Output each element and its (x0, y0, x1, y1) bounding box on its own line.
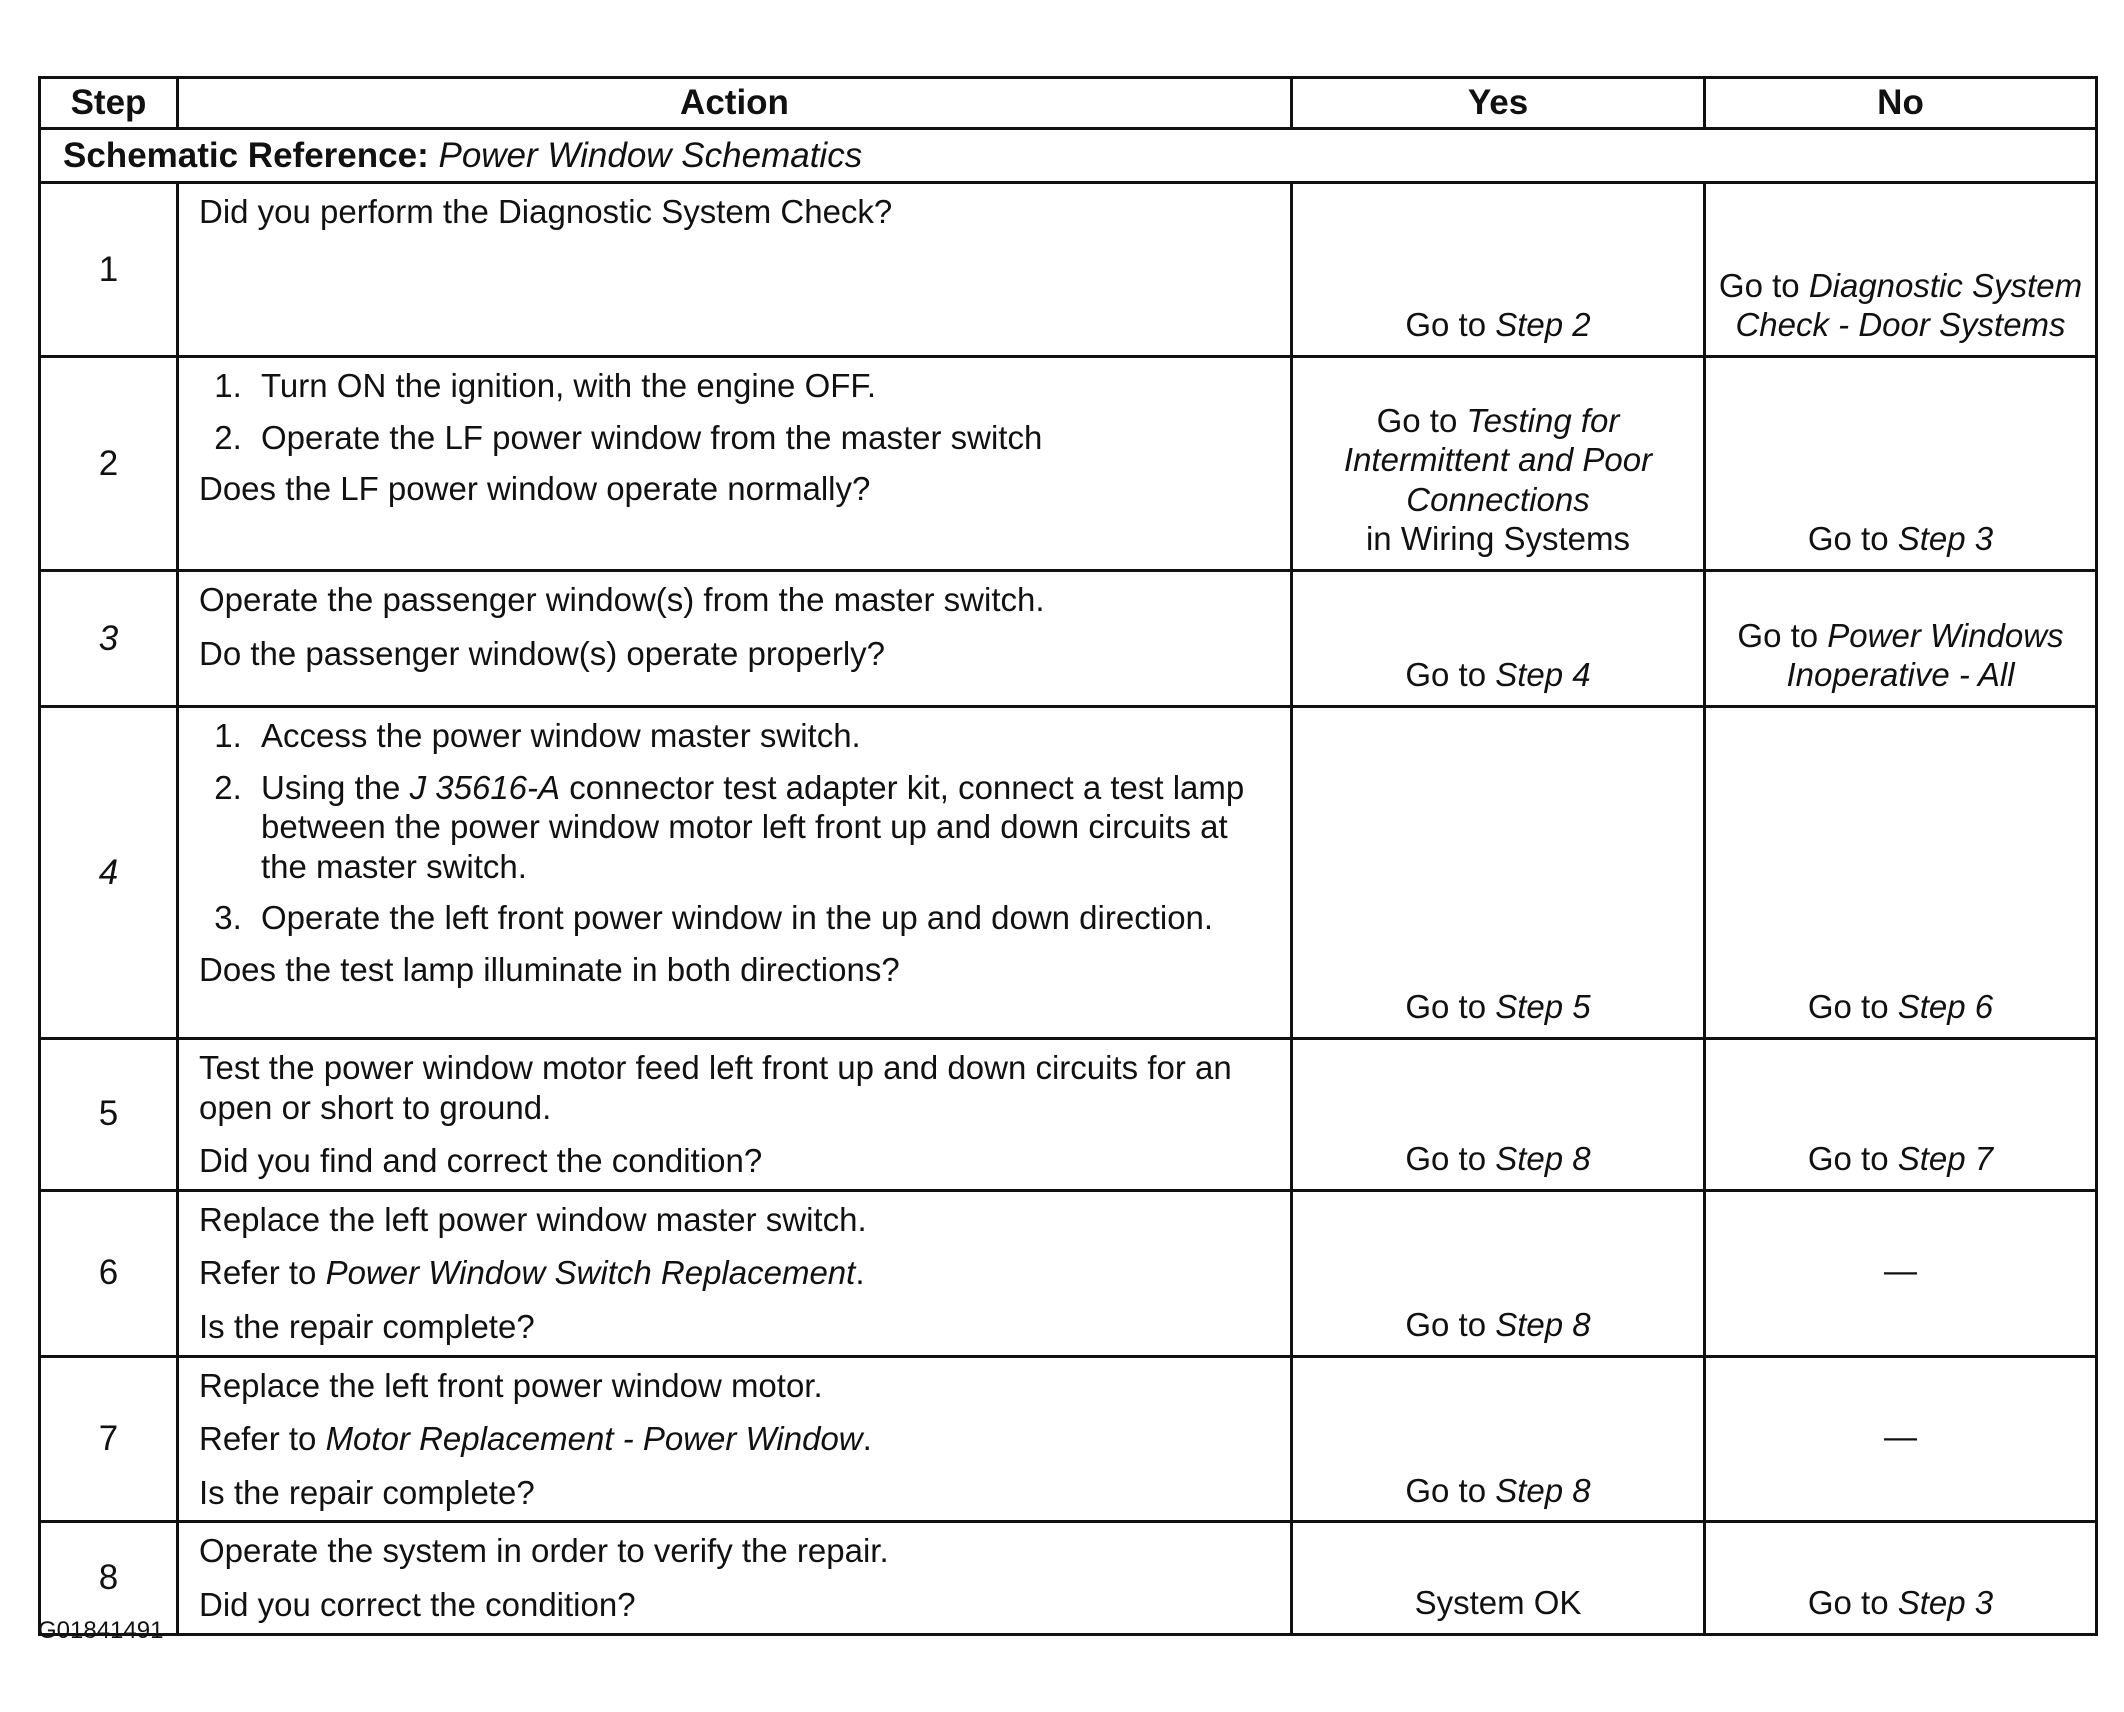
list-item-text: connector test adapter kit, connect a test lamp between the power window motor left front up and down circuits at the master switch. (261, 768, 1245, 885)
yes-link[interactable]: Step 8 (1495, 1140, 1591, 1178)
refer-end: . (862, 1420, 872, 1458)
action-question: Did you correct the condition? (199, 1585, 636, 1623)
header-yes: Yes (1292, 78, 1705, 129)
no-link[interactable]: Step 3 (1897, 1583, 1994, 1621)
step-number: 2 (40, 357, 178, 571)
refer-end: . (855, 1254, 865, 1292)
schematic-label: Schematic Reference: (63, 135, 429, 175)
schematic-reference: Power Window Schematics (438, 135, 863, 175)
action-question: Did you find and correct the condition? (199, 1142, 763, 1180)
refer-link[interactable]: Motor Replacement - Power Window (325, 1420, 863, 1458)
action-cell (178, 707, 1292, 1039)
action-cell (178, 1356, 1292, 1522)
yes-cell (1292, 357, 1705, 571)
list-item-text: Using the (261, 768, 401, 806)
step-number: 7 (40, 1356, 178, 1522)
table-row (40, 571, 2097, 707)
table-row (40, 707, 2097, 1039)
yes-prefix: Go to (1405, 656, 1487, 694)
schematic-row (40, 129, 2097, 183)
step-number: 3 (40, 571, 178, 707)
tool-reference: J 35616-A (409, 768, 561, 806)
yes-link[interactable]: Step 5 (1495, 988, 1591, 1026)
step-number: 5 (40, 1039, 178, 1191)
step-number: 6 (40, 1190, 178, 1356)
yes-link[interactable]: Step 8 (1495, 1471, 1591, 1509)
table-row (40, 357, 2097, 571)
header-no: No (1705, 78, 2097, 129)
action-text: Operate the passenger window(s) from the master switch. (199, 581, 1045, 618)
table-row (40, 183, 2097, 357)
action-list (199, 366, 1272, 457)
list-item: 3. Operate the left front power window in the up and down direction. (251, 898, 1272, 938)
no-link[interactable]: Diagnostic System Check - Door Systems (1735, 266, 2083, 344)
yes-suffix: in Wiring Systems (1365, 520, 1631, 558)
no-prefix: Go to (1807, 988, 1889, 1026)
yes-cell (1292, 1522, 1705, 1634)
action-question: Do the passenger window(s) operate properly? (199, 634, 886, 672)
list-item: 1. Turn ON the ignition, with the engine OFF. (251, 366, 1272, 406)
yes-cell (1292, 571, 1705, 707)
no-dash: — (1884, 1418, 1917, 1456)
yes-prefix: Go to (1405, 1305, 1487, 1343)
figure-id: G01841491 (38, 1617, 164, 1644)
no-cell (1705, 357, 2097, 571)
no-cell (1705, 1039, 2097, 1191)
no-link[interactable]: Power Windows Inoperative - All (1786, 616, 2064, 694)
table-row (40, 1522, 2097, 1634)
yes-cell (1292, 1190, 1705, 1356)
action-question: Does the test lamp illuminate in both directions? (199, 950, 900, 988)
action-list (199, 716, 1272, 938)
yes-link[interactable]: Step 4 (1495, 656, 1591, 694)
action-cell (178, 183, 1292, 357)
refer-link[interactable]: Power Window Switch Replacement (325, 1254, 856, 1292)
refer-prefix: Refer to (199, 1420, 317, 1458)
no-link[interactable]: Step 6 (1897, 988, 1994, 1026)
yes-prefix: Go to (1376, 401, 1458, 439)
no-link[interactable]: Step 3 (1897, 520, 1994, 558)
action-cell (178, 1039, 1292, 1191)
list-item: 1. Access the power window master switch. (251, 716, 1272, 756)
no-cell (1705, 183, 2097, 357)
step-number: 1 (40, 183, 178, 357)
no-dash: — (1884, 1252, 1917, 1290)
step-number: 4 (40, 707, 178, 1039)
action-text: Operate the system in order to verify the repair. (199, 1532, 889, 1570)
action-cell (178, 1190, 1292, 1356)
yes-prefix: Go to (1405, 306, 1487, 344)
yes-cell (1292, 183, 1705, 357)
header-row (40, 78, 2097, 129)
no-prefix: Go to (1807, 1583, 1889, 1621)
table-row (40, 1039, 2097, 1191)
list-item (251, 768, 1272, 887)
no-prefix: Go to (1737, 616, 1819, 654)
action-text: Did you perform the Diagnostic System Check? (199, 193, 893, 230)
refer-prefix: Refer to (199, 1254, 317, 1292)
yes-plain: System OK (1414, 1583, 1582, 1621)
yes-prefix: Go to (1405, 1471, 1487, 1509)
no-cell (1705, 707, 2097, 1039)
no-prefix: Go to (1718, 266, 1800, 304)
action-question: Is the repair complete? (199, 1307, 535, 1345)
no-cell (1705, 1356, 2097, 1522)
yes-cell (1292, 707, 1705, 1039)
step-number: 8 (40, 1522, 178, 1634)
yes-link[interactable]: Step 8 (1495, 1305, 1591, 1343)
yes-link[interactable]: Testing for Intermittent and Poor Connections (1343, 401, 1653, 518)
action-question: Does the LF power window operate normally? (199, 470, 871, 508)
yes-cell (1292, 1039, 1705, 1191)
header-step: Step (40, 78, 178, 129)
yes-cell (1292, 1356, 1705, 1522)
action-text: Replace the left front power window motor. (199, 1366, 823, 1404)
no-cell (1705, 1522, 2097, 1634)
table-row (40, 1356, 2097, 1522)
no-prefix: Go to (1807, 1140, 1889, 1178)
list-item: 2. Operate the LF power window from the master switch (251, 418, 1272, 458)
no-prefix: Go to (1807, 520, 1889, 558)
yes-prefix: Go to (1405, 988, 1487, 1026)
no-cell (1705, 571, 2097, 707)
header-action: Action (178, 78, 1292, 129)
refer-line (199, 1419, 1272, 1459)
action-cell (178, 1522, 1292, 1634)
action-cell (178, 357, 1292, 571)
yes-prefix: Go to (1405, 1140, 1487, 1178)
no-cell (1705, 1190, 2097, 1356)
action-text: Replace the left power window master switch. (199, 1200, 867, 1238)
refer-line (199, 1253, 1272, 1293)
diagnostic-table (38, 76, 2098, 1636)
yes-link[interactable]: Step 2 (1495, 306, 1591, 344)
action-cell (178, 571, 1292, 707)
no-link[interactable]: Step 7 (1897, 1140, 1994, 1178)
action-question: Is the repair complete? (199, 1473, 535, 1511)
action-text: Test the power window motor feed left front up and down circuits for an open or short to ground. (199, 1049, 1232, 1126)
table-row (40, 1190, 2097, 1356)
